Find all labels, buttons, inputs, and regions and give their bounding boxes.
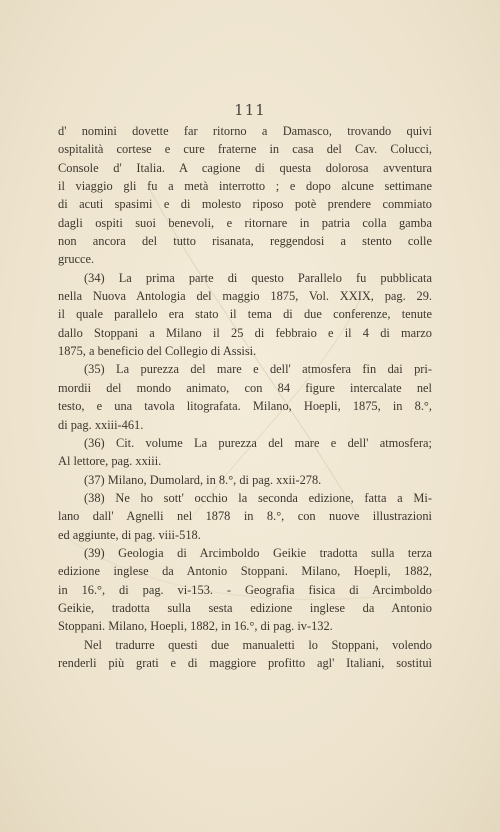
text-line: mordii del mondo animato, con 84 figure intercalate nel (58, 380, 432, 395)
page-number: 111 (234, 101, 266, 119)
text-line: Geikie, tradotta sulla sesta edizione inglese da Antonio (58, 600, 432, 615)
text-line: Console d' Italia. A cagione di questa dolorosa avventura (58, 160, 432, 175)
text-line: di pag. xxiii-461. (58, 417, 144, 432)
text-line: ed aggiunte, di pag. viii-518. (58, 527, 201, 542)
text-line: lano dall' Agnelli nel 1878 in 8.°, con nuove illustrazioni (58, 509, 432, 524)
text-line: dagli ospiti suoi benevoli, e ritornare in patria colla gamba (58, 215, 432, 230)
text-line: in 16.°, di pag. vi-153. - Geografia fisica di Arcimboldo (58, 582, 432, 597)
text-line: Al lettore, pag. xxiii. (58, 454, 162, 469)
text-line: (37) Milano, Dumolard, in 8.°, di pag. xxii-278. (84, 472, 322, 487)
text-line: ospitalità cortese e cure fraterne in casa del Cav. Colucci, (58, 142, 432, 157)
text-line: Stoppani. Milano, Hoepli, 1882, in 16.°, di pag. iv-132. (58, 619, 333, 634)
text-line: Nel tradurre questi due manualetti lo Stoppani, volendo (84, 637, 432, 652)
text-line: (39) Geologia di Arcimboldo Geikie tradotta sulla terza (84, 545, 432, 560)
text-line: il quale parallelo era stato il tema di due conferenze, tenute (58, 307, 432, 322)
text-line: testo, e una tavola litografata. Milano, Hoepli, 1875, in 8.°, (58, 399, 432, 414)
text-line: grucce. (58, 252, 95, 267)
text-line: non ancora del tutto risanata, reggendosi a stento colle (58, 234, 432, 249)
text-line: (35) La purezza del mare e dell' atmosfera fin dai pri- (84, 362, 432, 377)
text-line: dallo Stoppani a Milano il 25 di febbraio e il 4 di marzo (58, 325, 432, 340)
text-line: il viaggio gli fu a metà interrotto ; e dopo alcune settimane (58, 179, 432, 194)
text-line: (34) La prima parte di questo Parallelo fu pubblicata (84, 270, 432, 285)
text-line: d' nomini dovette far ritorno a Damasco, trovando quivi (58, 124, 432, 138)
text-line: nella Nuova Antologia del maggio 1875, Vol. XXIX, pag. 29. (58, 289, 432, 304)
text-line: (36) Cit. volume La purezza del mare e dell' atmosfera; (84, 435, 432, 450)
text-line: (38) Ne ho sott' occhio la seconda edizione, fatta a Mi- (84, 490, 432, 505)
text-line: di acuti spasimi e di molesto riposo potè prendere commiato (58, 197, 432, 212)
page-body-text (58, 122, 432, 672)
text-line: 1875, a beneficio del Collegio di Assisi. (58, 344, 257, 359)
text-line: renderli più grati e di maggiore profitto agl' Italiani, sostituì (58, 655, 432, 670)
text-line: edizione inglese da Antonio Stoppani. Milano, Hoepli, 1882, (58, 564, 432, 579)
